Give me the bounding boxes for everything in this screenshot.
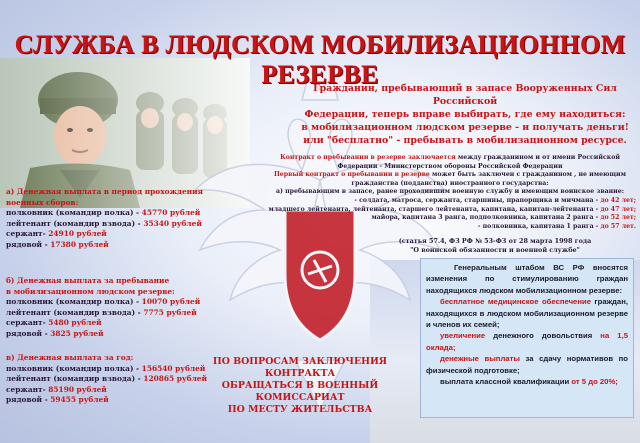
intro-text [300,82,630,147]
law-reference-line: "О воинской обязанности и военной службе" [410,245,580,254]
staff-item: выплата классной квалификации от 5 до 20%; [440,377,618,387]
staff-item: увеличение денежного довольствия на 1,5 оклада; [426,331,628,352]
payment-block-reserve [6,276,216,340]
payment-row: полковник (командир полка) - 45770 рублей [6,208,201,218]
payment-row: рядовой - 17380 рублей [6,239,109,249]
payment-heading: а) Денежная выплата в период прохождения [6,187,204,196]
rank-age-line: майора, капитана 3 ранга, подполковника, капитана 2 ранга - до 52 лет; [371,214,636,222]
staff-item: бесплатное медицинское обеспечение граждан, находящихся в людском мобилизационном резерве и членов их семей; [426,297,628,330]
payment-row: рядовой - 3825 рублей [6,328,104,338]
payment-row: лейтенант (командир взвода) - 120865 рублей [6,374,207,384]
payment-heading: в мобилизационном людском резерве: [6,286,175,296]
intro-line: Федерации, теперь вправе выбирать, где ему находиться: [304,109,626,120]
payment-row: сержант- 5480 рублей [6,318,102,328]
payment-heading: в) Денежная выплата за год: [6,353,134,362]
contract-line: а) пребывающим в запасе, ранее проходившим военную службу и имеющим воинское звание: [276,188,624,196]
staff-lead: Генеральным штабом ВС РФ вносятся изменения по стимулированию граждан находящихся людском мобилизационном резерве: [426,263,628,295]
contact-line: ПО МЕСТУ ЖИТЕЛЬСТВА [227,404,373,415]
rank-age-line: - солдата, матроса, сержанта, старшины, прапорщика и мичмана - до 42 лет; [354,196,636,204]
contact-line: ОБРАЩАТЬСЯ В ВОЕННЫЙ [221,380,379,391]
law-reference-line: (статья 57.4, ФЗ РФ № 53-ФЗ от 28 марта 1998 года [398,237,592,245]
payment-block-annual [6,353,216,406]
contact-line: КОМИССАРИАТ [255,392,345,403]
intro-line: в мобилизационном людском резерве - и получать деньги! [301,122,629,133]
intro-line: или "бесплатно" - пребывать в мобилизационном ресурсе. [303,135,627,146]
payment-row: полковник (командир полка) - 10070 рублей [6,297,201,307]
payment-row: сержант- 85190 рублей [6,384,107,394]
intro-line: Гражданин, пребывающий в запасе Вооруженных Сил Российской [313,83,617,107]
payment-heading: военных сборов: [6,197,79,207]
law-reference [380,237,610,254]
payment-row: полковник (командир полка) - 156540 рублей [6,363,206,373]
rank-age-line: младшего лейтенанта, лейтенанта, старшего лейтенанта, капитана, капитан-лейтенанта - до 47 лет; [268,205,636,213]
contract-line: Контракт о пребывании в резерве заключается между гражданином и от имени Российской [280,154,620,161]
rank-age-line: - полковника, капитана 1 ранга - до 57 лет. [477,222,636,230]
poster-title: СЛУЖБА В ЛЮДСКОМ МОБИЛИЗАЦИОННОМ РЕЗЕРВЕ [14,30,626,89]
payment-row: лейтенант (командир взвода) - 7775 рублей [6,307,197,317]
contract-line: гражданства (подданства) иностранного государства: [351,179,549,187]
payment-row: сержант- 24910 рублей [6,229,107,239]
payment-heading: б) Денежная выплата за пребывание [6,276,170,285]
general-staff-panel [420,258,634,418]
contract-terms [264,154,636,231]
contact-info [200,356,400,416]
contact-line: ПО ВОПРОСАМ ЗАКЛЮЧЕНИЯ КОНТРАКТА [212,356,388,379]
contract-line: Федерации - Министерством обороны Российской Федерации [337,162,563,170]
payment-block-training [6,187,216,251]
staff-item: денежные выплаты за сдачу нормативов по физической подготовке; [426,354,628,375]
payment-row: рядовой - 59455 рублей [6,395,109,405]
contract-line: Первый контракт о пребывании в резерве может быть заключен с гражданином , не имеющим [273,171,627,179]
payment-row: лейтенант (командир взвода) - 35340 рублей [6,218,202,228]
